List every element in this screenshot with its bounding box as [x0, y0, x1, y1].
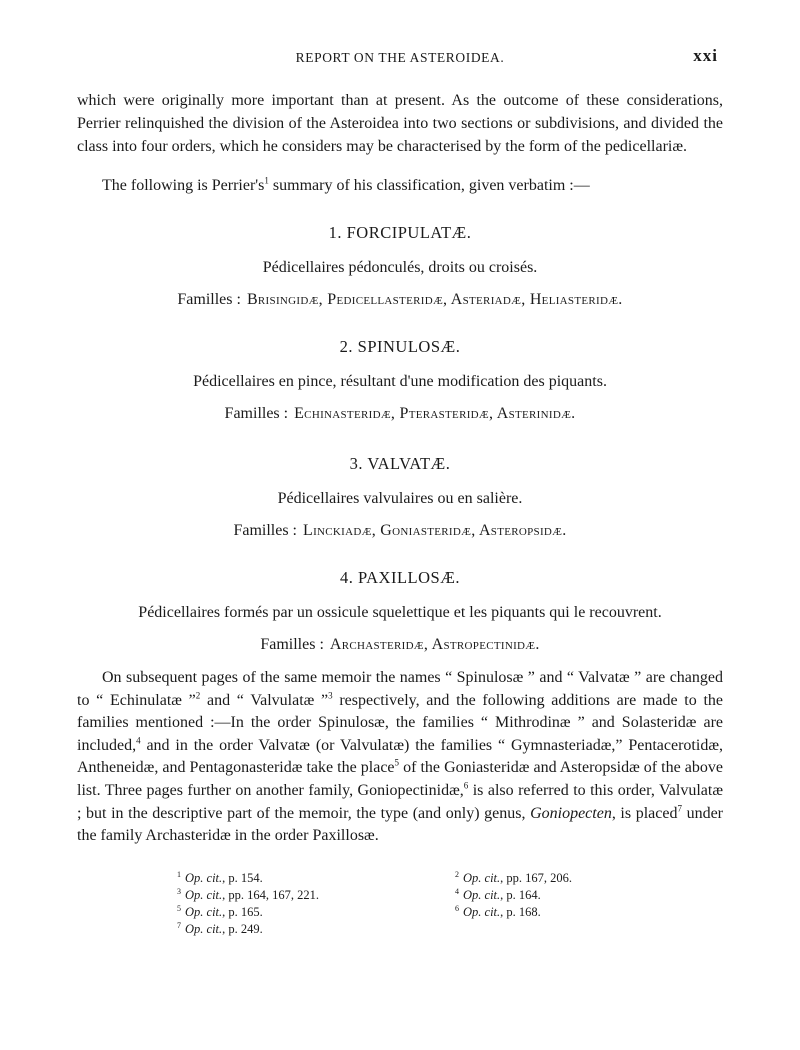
footnote-7: [177, 921, 263, 939]
footnote-ref-3: 3: [328, 690, 333, 701]
footnote-citation: Op. cit.: [463, 871, 501, 885]
order-title: 1. FORCIPULATÆ.: [328, 223, 472, 242]
footnote-6: [455, 904, 541, 922]
families-list: Archasteridæ, Astropectinidæ.: [329, 636, 540, 653]
footnote-citation: Op. cit.: [185, 922, 223, 936]
footnote-5: [177, 904, 263, 922]
footnote-4: [455, 887, 541, 905]
footnote-number: 2: [455, 869, 459, 879]
text-run: is also referred to this order, Valvulatæ ; but in the descriptive part of the memoir, the type (and only) genus,: [77, 781, 723, 822]
paragraph-2: [77, 174, 723, 197]
families-label: Familles :: [233, 522, 297, 539]
footnote-location: , p. 168.: [500, 905, 541, 919]
order-valvatae: [0, 453, 800, 542]
paragraph-2-text-a: The following is Perrier's: [102, 177, 265, 194]
footnote-number: 7: [177, 920, 181, 930]
footnote-location: , pp. 167, 206.: [500, 871, 573, 885]
text-run: of the Goniasteridæ and Asteropsidæ of the above list. Three pages further on another family, Goniopectinidæ,: [77, 759, 723, 799]
order-description: Pédicellaires formés par un ossicule squelettique et les piquants qui le recouvrent.: [138, 604, 662, 621]
text-run: respectively, and the following additions are made to the families mentioned :—In the order Spinulosæ, the families “ Mithrodinæ ” and Solasteridæ are included,: [77, 691, 723, 754]
order-title: 4. PAXILLOSÆ.: [339, 568, 461, 587]
order-families: [0, 403, 800, 425]
footnote-citation: Op. cit.: [463, 888, 501, 902]
order-title: 3. VALVATÆ.: [349, 454, 451, 473]
text-run: , is placed: [611, 804, 678, 822]
footnote-location: , p. 154.: [222, 871, 263, 885]
footnote-ref-2: 2: [195, 690, 201, 701]
footnote-location: , p. 249.: [222, 922, 263, 936]
paragraph-2-text-b: summary of his classification, given verbatim :—: [268, 177, 590, 194]
footnote-citation: Op. cit.: [463, 905, 501, 919]
order-families: [0, 520, 800, 542]
families-label: Familles :: [177, 291, 241, 308]
genus-name: Goniopecten: [530, 804, 612, 822]
text-run: On subsequent pages of the same memoir the names “ Spinulosæ ” and “ Valvatæ ” are changed to “ Echinulatæ ”: [77, 669, 723, 709]
page-number: xxi: [693, 46, 718, 65]
footnote-number: 3: [177, 886, 181, 896]
paragraph-3: [77, 667, 723, 848]
footnote-location: , pp. 164, 167, 221.: [222, 888, 320, 902]
order-description: Pédicellaires en pince, résultant d'une modification des piquants.: [193, 373, 607, 390]
running-title: REPORT ON THE ASTEROIDEA.: [295, 50, 505, 65]
order-description: Pédicellaires valvulaires ou en salière.: [277, 490, 523, 507]
footnote-ref-4: 4: [136, 735, 141, 746]
text-run: and “ Valvulatæ ”: [200, 691, 329, 709]
footnote-number: 4: [455, 886, 459, 896]
families-label: Familles :: [260, 636, 324, 653]
footnote-location: , p. 164.: [500, 888, 541, 902]
families-label: Familles :: [224, 405, 289, 422]
footnote-2: [455, 870, 572, 888]
footnote-ref-6: 6: [463, 780, 469, 791]
footnote-citation: Op. cit.: [185, 871, 223, 885]
footnote-ref-5: 5: [394, 758, 400, 769]
footnote-ref-7: 7: [677, 803, 682, 814]
running-head: [0, 46, 800, 68]
footnote-citation: Op. cit.: [185, 905, 223, 919]
footnote-1: [177, 870, 263, 888]
order-forcipulatae: [0, 222, 800, 311]
footnote-citation: Op. cit.: [185, 888, 223, 902]
footnote-number: 5: [177, 903, 181, 913]
families-list: Echinasteridæ, Pterasteridæ, Asterinidæ.: [294, 405, 576, 422]
order-families: [0, 634, 800, 656]
families-list: Linckiadæ, Goniasteridæ, Asteropsidæ.: [303, 522, 567, 539]
order-title: 2. SPINULOSÆ.: [339, 337, 461, 356]
text-run: under the family Archasteridæ in the order Paxillosæ.: [77, 804, 724, 845]
families-list: Brisingidæ, Pedicellasteridæ, Asteriadæ, Heliasteridæ.: [246, 291, 623, 308]
footnote-3: [177, 887, 319, 905]
footnote-number: 6: [455, 903, 459, 913]
paragraph-1: which were originally more important than at present. As the outcome of these considerations, Perrier relinquished the division of the Asteroidea into two sections or subdivisions, and divided the class into four orders, which he considers may be characterised by the form of the pedicellariæ.: [77, 92, 723, 155]
order-spinulosae: [0, 336, 800, 425]
footnote-location: , p. 165.: [222, 905, 263, 919]
order-paxillosae: [0, 567, 800, 656]
order-families: [0, 289, 800, 311]
text-run: and in the order Valvatæ (or Valvulatæ) the families “ Gymnasteriadæ,” Pentacerotidæ, Antheneidæ, and Pentagonasteridæ take the place: [77, 736, 723, 777]
footnote-ref-1: 1: [264, 175, 269, 186]
order-description: Pédicellaires pédonculés, droits ou croisés.: [262, 259, 538, 276]
footnote-number: 1: [177, 869, 181, 879]
